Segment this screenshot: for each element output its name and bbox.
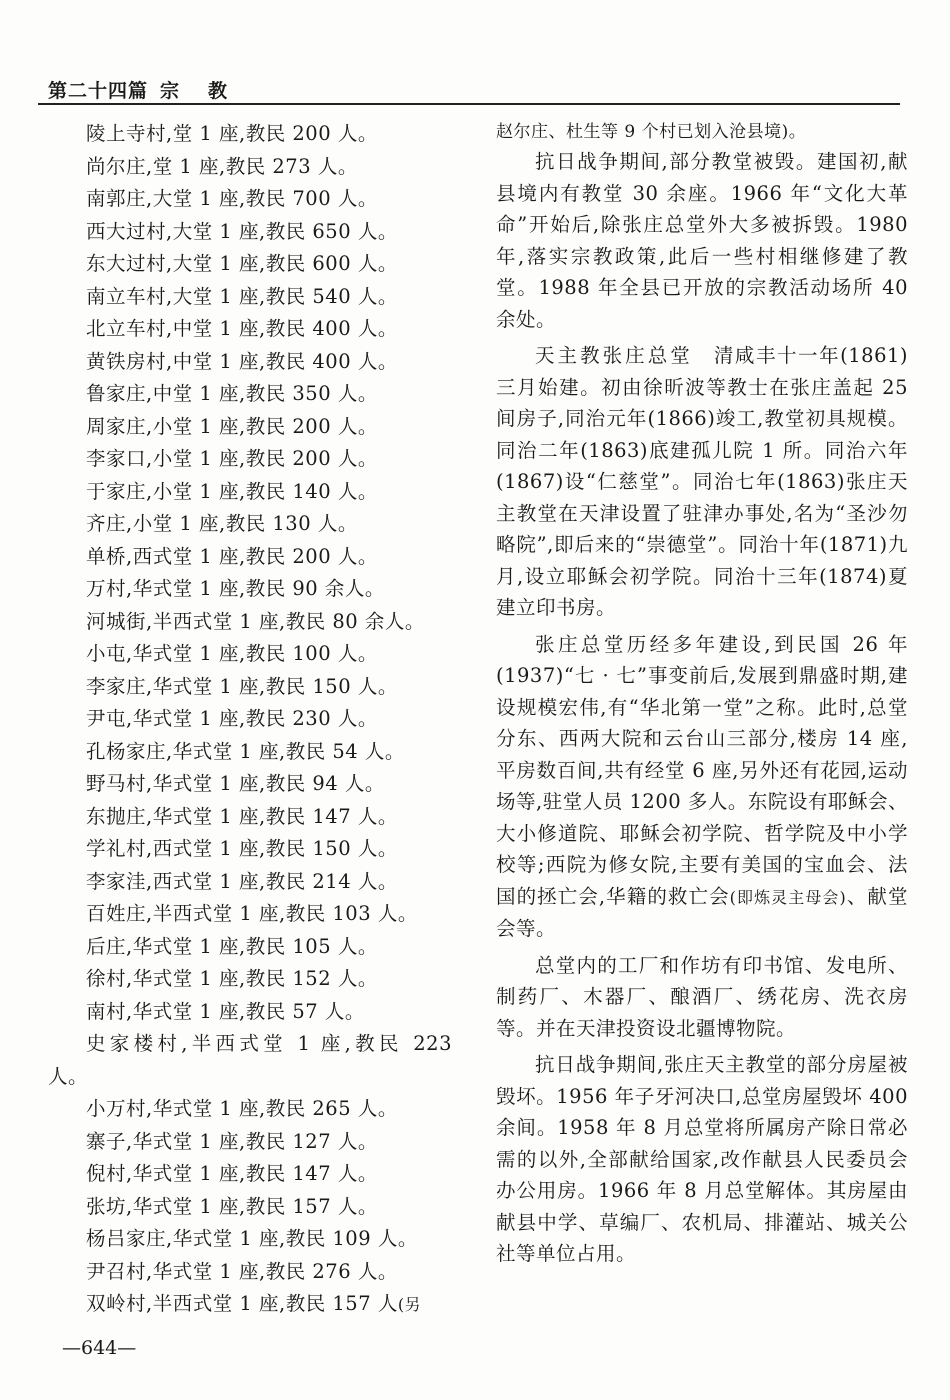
church-entry: 后庄,华式堂 1 座,教民 105 人。 [86,934,378,958]
church-entry: 小万村,华式堂 1 座,教民 265 人。 [86,1097,398,1120]
church-entry: 小屯,华式堂 1 座,教民 100 人。 [86,642,378,665]
church-entry: 寨子,华式堂 1 座,教民 127 人。 [86,1129,378,1153]
paragraph-wartime: 抗日战争期间,部分教堂被毁。建国初,献县境内有教堂 30 余座。1966 年“文化大革命”开始后,除张庄总堂外大多被拆毁。1980 年,落实宗教政策,此后一些村相继修建了教堂。1988 年全县已开放的宗教活动场所 40 余处。 [496,150,908,331]
church-entry: 杨吕家庄,华式堂 1 座,教民 109 人。 [86,1227,418,1250]
church-entry: 黄铁房村,中堂 1 座,教民 400 人。 [86,349,398,373]
church-entry: 李家洼,西式堂 1 座,教民 214 人。 [86,869,398,893]
left-column [48,118,458,1321]
church-entry-wrapped [48,1028,458,1093]
church-entry: 徐村,华式堂 1 座,教民 152 人。 [86,967,378,990]
church-entry-last [48,1288,458,1321]
running-header [48,76,900,102]
heyday-note: (即炼灵主母会) [729,887,847,907]
church-entry: 北立车村,中堂 1 座,教民 400 人。 [86,317,398,340]
church-entry: 尹召村,华式堂 1 座,教民 276 人。 [86,1259,398,1283]
church-entry: 倪村,华式堂 1 座,教民 147 人。 [86,1162,378,1185]
church-entry: 李家口,小堂 1 座,教民 200 人。 [86,447,378,470]
section-heading: 天主教张庄总堂 [535,344,693,367]
wrapped-entry-line2: 人。 [48,1064,89,1088]
history-body: 清咸丰十一年(1861)三月始建。初由徐昕波等教士在张庄盖起 25 间房子,同治元年(1866)竣工,教堂初具规模。同治二年(1863)底建孤儿院 1 所。同治六年(1867)设“仁慈堂”。同治七年(1863)张庄天主教堂在天津设置了驻津办事处,名为“圣沙勿略院”,即后来的“崇德堂”。同治十年(1871)九月,设立耶稣会初学院。同治十三年(1874)夏建立印书房。 [496,344,908,619]
header-rule [38,103,900,105]
last-entry-main: 双岭村,半西式堂 1 座,教民 157 人 [86,1292,398,1315]
heyday-text-a: 张庄总堂历经多年建设,到民国 26 年(1937)“七 · 七”事变前后,发展到鼎盛时期,建设规模宏伟,有“华北第一堂”之称。此时,总堂分东、西两大院和云台山三部分,楼房 14 座,平房数百间,共有经堂 6 座,另外还有花园,运动场等,驻堂人员 1200 多人。东院设有耶稣会、大小修道院、耶稣会初学院、哲学院及中小学校等;西院为修女院,主要有美国的宝血会、法国的拯亡会,华籍的救亡会 [496,632,908,908]
church-entry: 单桥,西式堂 1 座,教民 200 人。 [86,544,378,568]
last-entry-note: (另 [397,1295,422,1314]
church-entry: 学礼村,西式堂 1 座,教民 150 人。 [86,837,398,860]
church-entry: 百姓庄,半西式堂 1 座,教民 103 人。 [86,902,418,925]
church-entry: 南郭庄,大堂 1 座,教民 700 人。 [86,187,378,210]
section-title-part1: 宗 [160,80,181,102]
church-entry: 尹屯,华式堂 1 座,教民 230 人。 [86,707,378,730]
church-entry: 张坊,华式堂 1 座,教民 157 人。 [86,1194,378,1218]
church-entry: 东抛庄,华式堂 1 座,教民 147 人。 [86,804,398,828]
church-entry: 孔杨家庄,华式堂 1 座,教民 54 人。 [86,739,405,763]
paragraph-heyday [496,629,908,945]
church-entry: 于家庄,小堂 1 座,教民 140 人。 [86,479,378,503]
section-title-part2: 教 [208,80,229,102]
church-entry: 西大过村,大堂 1 座,教民 650 人。 [86,219,398,243]
church-entry: 陵上寺村,堂 1 座,教民 200 人。 [86,122,378,145]
church-entry: 李家庄,华式堂 1 座,教民 150 人。 [86,674,398,698]
chapter-label: 第二十四篇 [48,80,149,102]
church-entry: 周家庄,小堂 1 座,教民 200 人。 [86,414,378,438]
church-entry: 野马村,华式堂 1 座,教民 94 人。 [86,772,385,795]
paragraph-decline: 抗日战争期间,张庄天主教堂的部分房屋被毁坏。1956 年子牙河决口,总堂房屋毁坏 400 余间。1958 年 8 月总堂将所属房产除日常必需的以外,全部献给国家,改作献县人民委员会办公用房。1966 年 8 月总堂解体。其房屋由献县中学、草编厂、农机局、排灌站、城关公社等单位占用。 [496,1053,908,1265]
church-entry: 万村,华式堂 1 座,教民 90 余人。 [86,577,385,600]
continued-note: 赵尔庄、杜生等 9 个村已划入沧县境)。 [496,122,807,142]
heyday-text-b: 、献堂会等。 [496,884,908,940]
right-column [496,118,908,1270]
page-number: —644— [62,1337,137,1359]
church-entry: 鲁家庄,中堂 1 座,教民 350 人。 [86,382,378,405]
church-entry: 河城街,半西式堂 1 座,教民 80 余人。 [86,609,425,633]
church-entry: 齐庄,小堂 1 座,教民 130 人。 [86,512,358,535]
paragraph-zhangzhuang-history [496,340,908,624]
church-entry: 南村,华式堂 1 座,教民 57 人。 [86,999,365,1023]
church-entry: 东大过村,大堂 1 座,教民 600 人。 [86,252,398,275]
church-entry: 南立车村,大堂 1 座,教民 540 人。 [86,284,398,308]
paragraph-workshops: 总堂内的工厂和作坊有印书馆、发电所、制药厂、木器厂、酿酒厂、绣花房、洗衣房等。并在天津投资设北疆博物院。 [496,953,908,1040]
church-entry: 尚尔庄,堂 1 座,教民 273 人。 [86,154,358,178]
wrapped-entry-line1: 史家楼村,半西式堂 1 座,教民 223 [86,1032,452,1055]
